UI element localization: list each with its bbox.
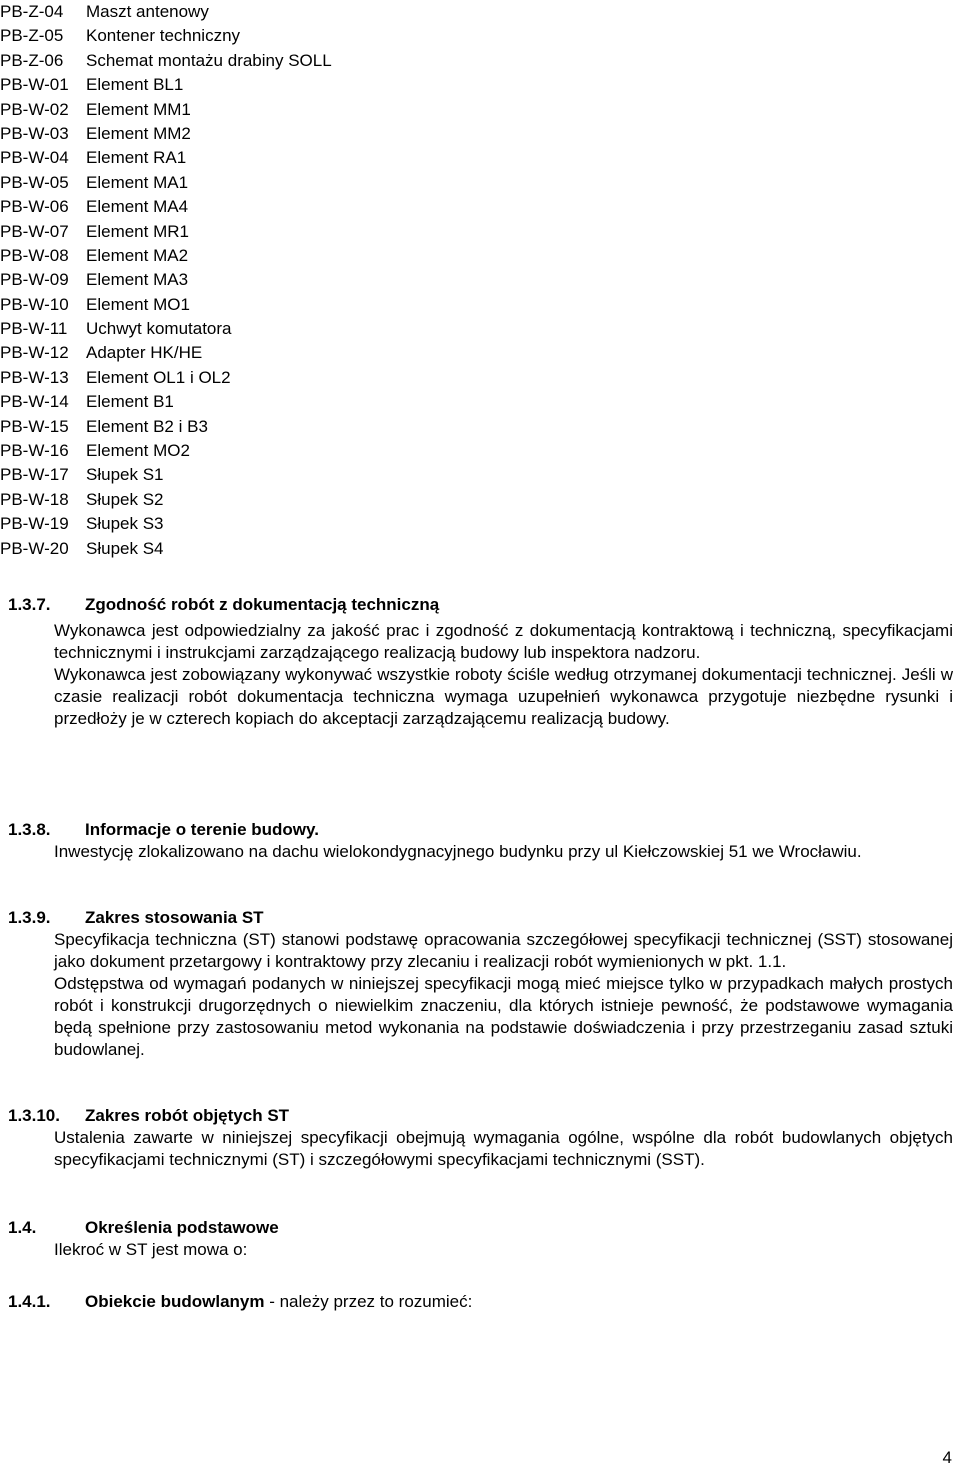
drawing-code: PB-W-16 <box>0 441 69 461</box>
drawing-name: Element MM2 <box>86 123 191 143</box>
drawing-name: Element MM1 <box>86 99 191 119</box>
drawing-list <box>0 0 332 561</box>
paragraph: Specyfikacja techniczna (ST) stanowi podstawę opracowania szczegółowej specyfikacji technicznej (SST) stosowanej jako dokument przetargowy i kontraktowy przy zlecaniu i realizacji robót wymienionych w pkt. 1.1. <box>54 930 953 971</box>
list-item <box>0 317 332 341</box>
drawing-code: PB-W-02 <box>0 99 69 119</box>
drawing-code: PB-W-20 <box>0 538 69 558</box>
paragraph: Odstępstwa od wymagań podanych w niniejszej specyfikacji mogą mieć miejsce tylko w przypadkach małych prostych robót i konstrukcji drugorzędnych o niewielkim znaczeniu, dla których istnieje pewność, że podstawowe wymagania będą spełnione przy zastosowaniu metod wykonania na podstawie doświadczenia i przy przestrzeganiu zasad sztuki budowlanej. <box>54 974 953 1059</box>
section-number: 1.3.9. <box>8 908 51 927</box>
list-item <box>0 49 332 73</box>
drawing-code: PB-W-12 <box>0 343 69 363</box>
section-title: Zgodność robót z dokumentacją techniczną <box>85 595 440 614</box>
section-title: Obiekcie budowlanym <box>85 1292 265 1311</box>
drawing-name: Słupek S3 <box>86 514 164 534</box>
drawing-name: Element RA1 <box>86 148 187 168</box>
list-item <box>0 439 332 463</box>
drawing-code: PB-W-07 <box>0 221 69 241</box>
drawing-code: PB-Z-05 <box>0 26 64 46</box>
drawing-code: PB-W-18 <box>0 489 69 509</box>
section-heading <box>8 907 953 929</box>
drawing-code: PB-Z-04 <box>0 2 64 21</box>
list-item <box>0 171 332 195</box>
section-title: Określenia podstawowe <box>85 1218 279 1237</box>
drawing-code: PB-W-13 <box>0 367 69 387</box>
drawing-name: Element B2 i B3 <box>86 416 208 436</box>
section-body <box>54 841 953 863</box>
list-item <box>0 195 332 219</box>
drawing-code: PB-W-19 <box>0 514 69 534</box>
section-heading <box>8 1291 953 1313</box>
section-1-3-8 <box>8 819 953 863</box>
drawing-name: Element MA4 <box>86 197 189 217</box>
list-item <box>0 24 332 48</box>
drawing-name: Element MA1 <box>86 172 189 192</box>
drawing-code: PB-W-04 <box>0 148 69 168</box>
list-item <box>0 341 332 365</box>
drawing-code: PB-Z-06 <box>0 50 64 70</box>
section-body <box>54 620 953 730</box>
section-body <box>54 929 953 1061</box>
list-item <box>0 488 332 512</box>
paragraph: Wykonawca jest odpowiedzialny za jakość prac i zgodność z dokumentacją kontraktową i techniczną, specyfikacjami technicznymi i instrukcjami zarządzającego realizacją budowy lub inspektora nadzoru. <box>54 621 953 662</box>
section-number: 1.3.7. <box>8 595 51 614</box>
section-heading <box>8 1105 953 1127</box>
section-body <box>54 1239 953 1261</box>
drawing-name: Słupek S4 <box>86 538 164 558</box>
drawing-name: Element BL1 <box>86 75 184 95</box>
section-number: 1.4. <box>8 1218 37 1237</box>
section-1-3-7 <box>8 594 953 730</box>
drawing-name: Schemat montażu drabiny SOLL <box>86 50 332 70</box>
section-heading <box>8 594 953 616</box>
drawing-name: Kontener techniczny <box>86 26 241 46</box>
paragraph: Wykonawca jest zobowiązany wykonywać wszystkie roboty ściśle według otrzymanej dokumentacji technicznej. Jeśli w czasie realizacji robót dokumentacja techniczna wymaga uzupełnień wykonawca przygotuje niezbędne rysunki i przedłoży je w czterech kopiach do akceptacji zarządzającemu realizacją budowy. <box>54 665 953 728</box>
drawing-code: PB-W-11 <box>0 319 68 339</box>
list-item <box>0 73 332 97</box>
drawing-name: Element B1 <box>86 392 174 412</box>
section-1-4-1 <box>8 1291 953 1313</box>
section-title: Zakres robót objętych ST <box>85 1106 290 1125</box>
section-1-3-10 <box>8 1105 953 1171</box>
list-item <box>0 268 332 292</box>
drawing-code: PB-W-09 <box>0 270 69 290</box>
section-number: 1.3.8. <box>8 820 51 839</box>
drawing-name: Adapter HK/HE <box>86 343 203 363</box>
drawing-name: Uchwyt komutatora <box>86 319 232 339</box>
drawing-name: Element OL1 i OL2 <box>86 367 231 387</box>
drawing-code: PB-W-17 <box>0 465 69 485</box>
list-item <box>0 220 332 244</box>
drawing-name: Słupek S2 <box>86 489 164 509</box>
drawing-name: Maszt antenowy <box>86 2 209 21</box>
drawing-code: PB-W-01 <box>0 75 69 95</box>
list-item <box>0 244 332 268</box>
list-item <box>0 293 332 317</box>
drawing-code: PB-W-08 <box>0 245 69 265</box>
drawing-code: PB-W-15 <box>0 416 69 436</box>
page-number: 4 <box>942 1448 952 1467</box>
section-body <box>54 1127 953 1171</box>
drawing-name: Element MR1 <box>86 221 189 241</box>
paragraph: Inwestycję zlokalizowano na dachu wielokondygnacyjnego budynku przy ul Kiełczowskiej 51 we Wrocławiu. <box>54 842 862 861</box>
drawing-code: PB-W-05 <box>0 172 69 192</box>
definition-lead: - należy przez to rozumieć: <box>264 1292 473 1311</box>
drawing-code: PB-W-03 <box>0 123 69 143</box>
list-item <box>0 415 332 439</box>
list-item <box>0 512 332 536</box>
list-item <box>0 390 332 414</box>
section-1-4 <box>8 1217 953 1261</box>
section-1-3-9 <box>8 907 953 1061</box>
drawing-name: Element MO1 <box>86 294 190 314</box>
list-item <box>0 122 332 146</box>
drawing-code: PB-W-10 <box>0 294 69 314</box>
list-item <box>0 463 332 487</box>
drawing-code: PB-W-14 <box>0 392 69 412</box>
list-item <box>0 0 332 24</box>
drawing-code: PB-W-06 <box>0 197 69 217</box>
section-heading <box>8 1217 953 1239</box>
section-heading <box>8 819 953 841</box>
list-item <box>0 146 332 170</box>
list-item <box>0 366 332 390</box>
drawing-name: Element MA3 <box>86 270 189 290</box>
list-item <box>0 98 332 122</box>
section-title: Informacje o terenie budowy. <box>85 820 319 839</box>
section-number: 1.4.1. <box>8 1292 51 1311</box>
section-number: 1.3.10. <box>8 1106 60 1125</box>
list-item <box>0 537 332 561</box>
paragraph: Ustalenia zawarte w niniejszej specyfikacji obejmują wymagania ogólne, wspólne dla robót budowlanych objętych specyfikacjami technicznymi (ST) i szczegółowymi specyfikacjami technicznymi (SST). <box>54 1128 953 1169</box>
drawing-name: Element MO2 <box>86 441 190 461</box>
drawing-name: Element MA2 <box>86 245 189 265</box>
section-title: Zakres stosowania ST <box>85 908 264 927</box>
drawing-name: Słupek S1 <box>86 465 164 485</box>
paragraph: Ilekroć w ST jest mowa o: <box>54 1240 248 1259</box>
